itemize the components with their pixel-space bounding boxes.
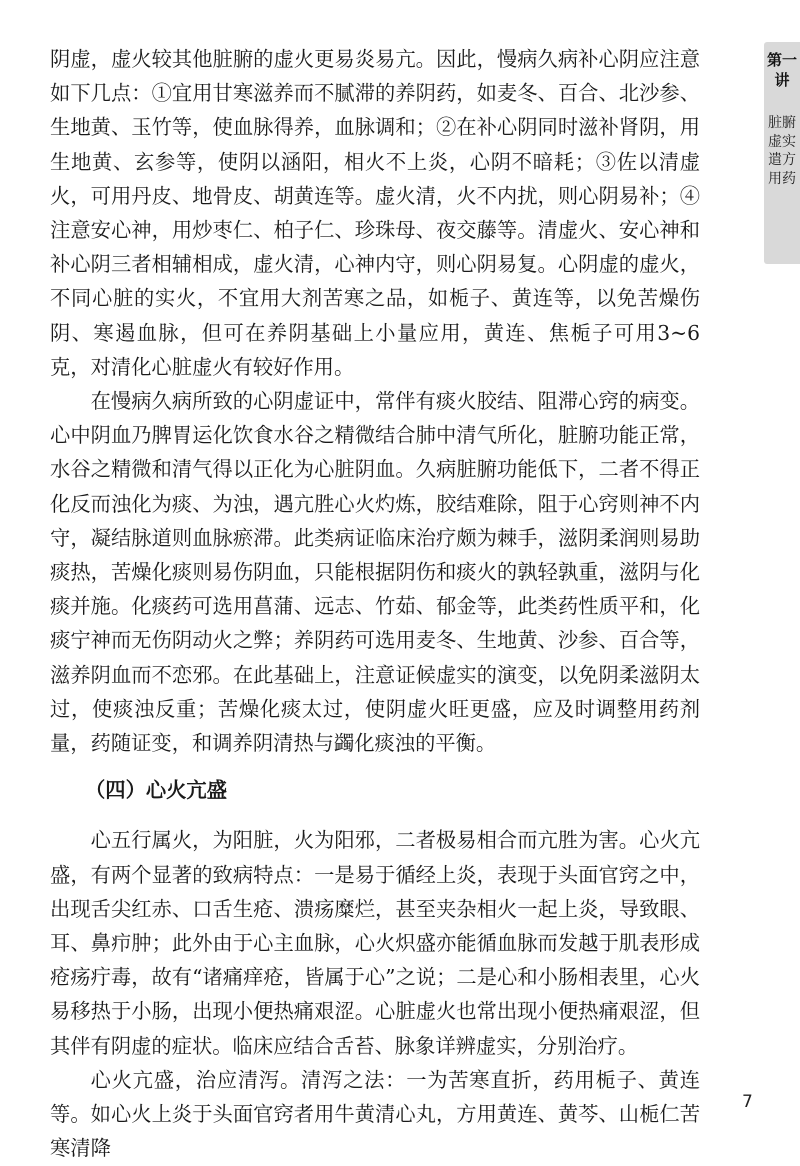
paragraph-4: 心火亢盛，治应清泻。清泻之法：一为苦寒直折，药用栀子、黄连等。如心火上炎于头面官窍者用牛黄清心丸，方用黄连、黄芩、山栀仁苦寒清降	[50, 1067, 700, 1161]
paragraph-1: 阴虚，虚火较其他脏腑的虚火更易炎易亢。因此，慢病久病补心阴应注意如下几点：①宜用甘寒滋养而不腻滞的养阴药，如麦冬、百合、北沙参、生地黄、玉竹等，使血脉得养，血脉调和；②在补心阴同时滋补肾阴，用生地黄、玄参等，使阴以涵阳，相火不上炎，心阴不暗耗；③佐以清虚火，可用丹皮、地骨皮、胡黄连等。虚火清，火不内扰，则心阴易补；④注意安心神，用炒枣仁、柏子仁、珍珠母、夜交藤等。清虚火、安心神和补心阴三者相辅相成，虚火清，心神内守，则心阴易复。心阴虚的虚火，不同心脏的实火，不宜用大剂苦寒之品，如栀子、黄连等，以免苦燥伤阴、寒遏血脉，但可在养阴基础上小量应用，黄连、焦栀子可用3~6克，对清化心脏虚火有较好作用。	[50, 47, 700, 379]
lecture-title: 脏腑虚实遣方用药	[768, 115, 796, 187]
body-text	[50, 42, 700, 1166]
paragraph-2: 在慢病久病所致的心阴虚证中，常伴有痰火胶结、阻滞心窍的病变。心中阴血乃脾胃运化饮食水谷之精微结合肺中清气所化，脏腑功能正常，水谷之精微和清气得以正化为心脏阴血。久病脏腑功能低下，二者不得正化反而浊化为痰、为浊，遇亢胜心火灼炼，胶结难除，阻于心窍则神不内守，凝结脉道则血脉瘀滞。此类病证临床治疗颇为棘手，滋阴柔润则易助痰热，苦燥化痰则易伤阴血，只能根据阴伤和痰火的孰轻孰重，滋阴与化痰并施。化痰药可选用菖蒲、远志、竹茹、郁金等，此类药性质平和，化痰宁神而无伤阴动火之弊；养阴药可选用麦冬、生地黄、沙参、百合等，滋养阴血而不恋邪。在此基础上，注意证候虚实的演变，以免阴柔滋阴太过，使痰浊反重；苦燥化痰太过，使阴虚火旺更盛，应及时调整用药剂量，药随证变，和调养阴清热与蠲化痰浊的平衡。	[50, 389, 700, 756]
chapter-side-tab	[764, 42, 800, 264]
page-number: 7	[742, 1092, 753, 1112]
lecture-label: 第一讲	[766, 51, 797, 89]
section-heading: （四）心火亢盛	[85, 778, 227, 803]
paragraph-3: 心五行属火，为阳脏，火为阳邪，二者极易相合而亢胜为害。心火亢盛，有两个显著的致病特点：一是易于循经上炎，表现于头面官窍之中，出现舌尖红赤、口舌生疮、溃疡糜烂，甚至夹杂相火一起上炎，导致眼、耳、鼻疖肿；此外由于心主血脉，心火炽盛亦能循血脉而发越于肌表形成疮疡疔毒，故有“诸痛痒疮，皆属于心”之说；二是心和小肠相表里，心火易移热于小肠，出现小便热痛艰涩。心脏虚火也常出现小便热痛艰涩，但其伴有阴虚的症状。临床应结合舌苔、脉象详辨虚实，分别治疗。	[50, 828, 700, 1058]
